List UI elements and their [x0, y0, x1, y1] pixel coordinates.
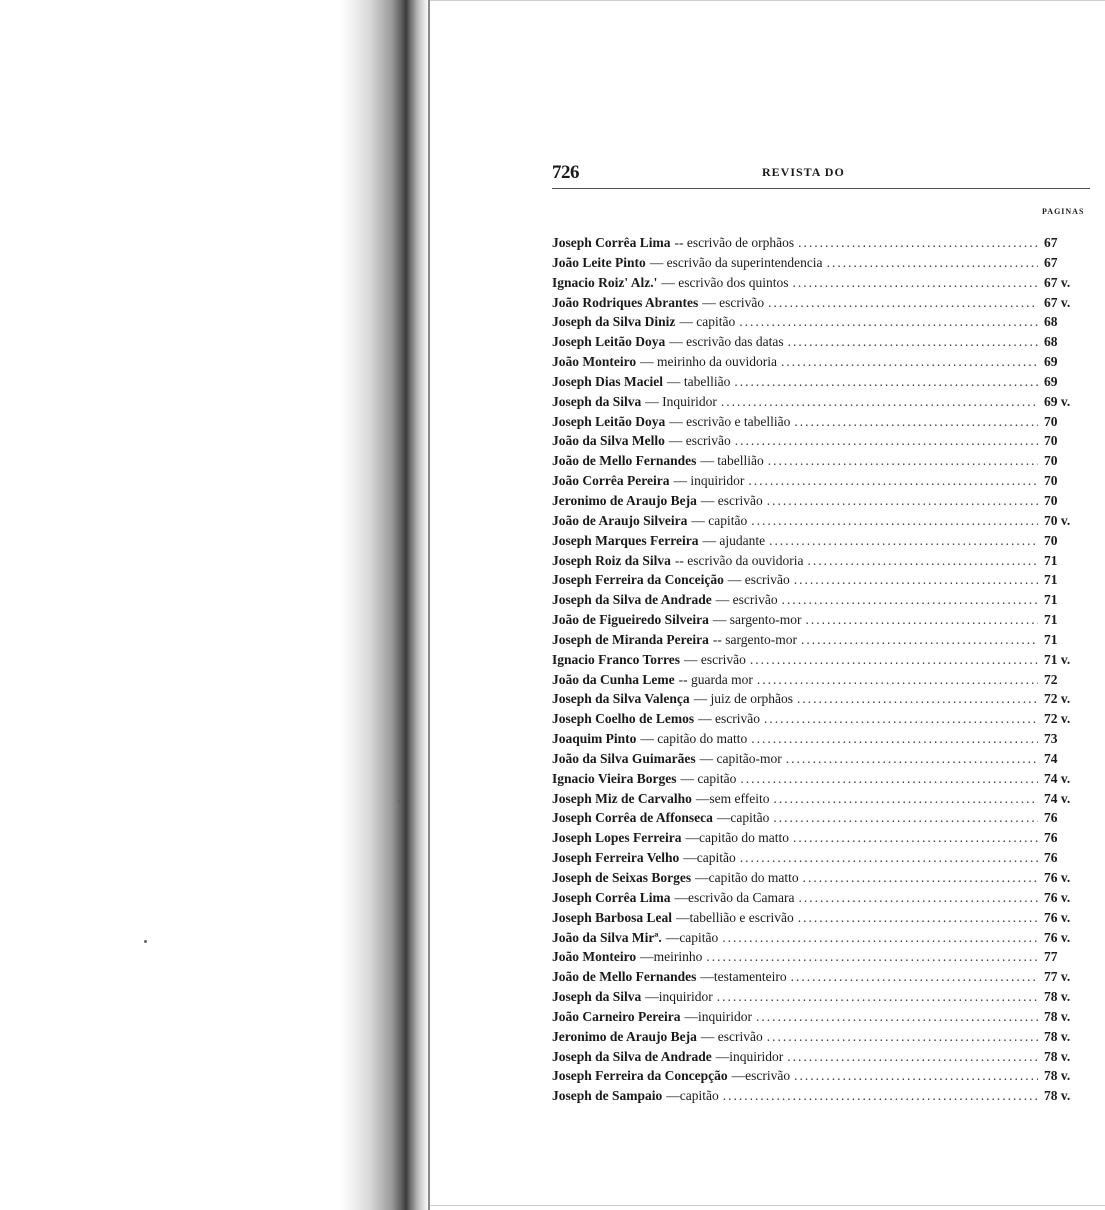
dot-leader — [801, 630, 1038, 650]
entry-name: Joseph da Silva Valença — [552, 691, 690, 707]
dot-leader — [734, 372, 1038, 392]
dot-leader — [748, 471, 1038, 491]
index-entry — [552, 947, 1092, 967]
entry-page-ref: 76 v. — [1044, 929, 1071, 945]
entry-name: João Monteiro — [552, 949, 637, 965]
entry-page-ref: 67 v. — [1044, 274, 1071, 290]
entry-name: Joseph de Seixas Borges — [552, 870, 692, 885]
index-entry — [552, 1066, 1092, 1086]
index-entry — [552, 709, 1092, 729]
dot-leader — [768, 293, 1038, 313]
entry-page-ref: 76 — [1044, 850, 1058, 866]
entry-page-ref: 68 — [1044, 314, 1058, 330]
entry-page-ref: 76 — [1044, 830, 1058, 846]
index-entry — [552, 908, 1092, 928]
entry-page-ref: 76 v. — [1044, 909, 1071, 925]
entry-role: —capitão do matto — [685, 830, 789, 846]
index-entry — [552, 1086, 1092, 1106]
index-entry — [552, 967, 1092, 987]
entry-page-ref: 67 — [1044, 235, 1058, 250]
entry-name: Jeronimo de Araujo Beja — [552, 1028, 697, 1044]
dot-leader — [798, 888, 1038, 908]
entry-page-ref: 78 v. — [1044, 1088, 1071, 1104]
entry-role: -- escrivão de orphãos — [674, 235, 795, 250]
entry-page-ref: 70 — [1044, 413, 1058, 429]
dot-leader — [805, 610, 1038, 630]
index-entry — [552, 630, 1092, 650]
entry-page-ref: 71 — [1044, 592, 1058, 608]
entry-name: Jeronimo de Araujo Beja — [552, 492, 697, 508]
dot-leader — [740, 769, 1038, 789]
index-entry — [552, 253, 1092, 273]
entry-page-ref: 71 — [1044, 612, 1058, 628]
entry-name: Joseph Ferreira Velho — [552, 850, 680, 866]
entry-page-ref: 73 — [1044, 731, 1058, 747]
index-entry — [552, 689, 1092, 709]
entry-name: João de Araujo Silveira — [552, 512, 688, 528]
page-header — [552, 160, 1090, 190]
entry-role: —escrivão — [731, 1068, 791, 1084]
bottom-page-edge — [430, 1205, 1105, 1206]
index-entry — [552, 491, 1092, 511]
index-entry — [552, 590, 1092, 610]
entry-role: — escrivão da superintendencia — [649, 254, 823, 270]
entry-page-ref: 67 v. — [1044, 294, 1071, 310]
dot-leader — [722, 928, 1038, 948]
index-entry — [552, 511, 1092, 531]
entry-page-ref: 72 — [1044, 671, 1058, 687]
dot-leader — [794, 412, 1038, 432]
dot-leader — [793, 828, 1038, 848]
page-edge — [428, 0, 430, 1210]
index-entry — [552, 352, 1092, 372]
entry-page-ref: 70 — [1044, 532, 1058, 548]
entry-name: João de Mello Fernandes — [552, 453, 697, 469]
entry-name: Joseph da Silva de Andrade — [552, 1048, 712, 1064]
entry-role: — escrivão e tabellião — [669, 413, 791, 429]
entry-role: —meirinho — [640, 949, 703, 965]
dot-leader — [788, 332, 1038, 352]
entry-role: —capitão — [665, 929, 719, 945]
entry-page-ref: 74 v. — [1044, 790, 1071, 806]
entry-name: Joseph Leitão Doya — [552, 413, 666, 429]
entry-role: — juiz de orphãos — [693, 691, 794, 707]
entry-name: Joaquim Pinto — [552, 731, 637, 747]
dot-leader — [751, 729, 1038, 749]
entry-name: Joseph Leitão Doya — [552, 334, 666, 350]
entry-page-ref: 71 — [1044, 552, 1058, 568]
entry-page-ref: 71 — [1044, 572, 1058, 588]
entry-page-ref: 70 — [1044, 473, 1058, 489]
entry-page-ref: 70 — [1044, 453, 1058, 469]
index-entry — [552, 868, 1092, 888]
entry-role: —inquiridor — [715, 1048, 784, 1064]
entry-name: Joseph Lopes Ferreira — [552, 830, 682, 846]
entry-name: João de Figueiredo Silveira — [552, 612, 709, 628]
entry-page-ref: 78 v. — [1044, 1068, 1071, 1084]
top-page-edge — [430, 0, 1105, 1]
entry-name: Joseph Barbosa Leal — [552, 909, 673, 925]
entry-page-ref: 72 v. — [1044, 711, 1071, 727]
entry-role: — escrivão — [702, 294, 765, 310]
entry-role: — tabellião — [700, 453, 764, 469]
entry-page-ref: 71 — [1044, 631, 1058, 647]
entry-name: Ignacio Roiz' Alz.' — [552, 274, 658, 290]
dot-leader — [794, 570, 1038, 590]
entry-page-ref: 69 v. — [1044, 393, 1071, 409]
entry-role: — escrivão — [715, 592, 778, 608]
dot-leader — [807, 551, 1038, 571]
dot-leader — [756, 1007, 1038, 1027]
dot-leader — [773, 789, 1038, 809]
entry-role: —tabellião e escrivão — [676, 909, 794, 925]
index-entry — [552, 312, 1092, 332]
dot-leader — [721, 392, 1038, 412]
entry-page-ref: 70 — [1044, 433, 1058, 449]
entry-name: João da Silva Mello — [552, 433, 665, 449]
dot-leader — [797, 689, 1038, 709]
dot-leader — [794, 1066, 1038, 1086]
entry-name: Joseph da Silva — [552, 989, 642, 1005]
entry-page-ref: 67 — [1044, 254, 1058, 270]
entry-page-ref: 78 v. — [1044, 1008, 1071, 1024]
entry-page-ref: 74 — [1044, 750, 1058, 766]
entry-page-ref: 69 — [1044, 373, 1058, 389]
index-entry — [552, 471, 1092, 491]
dot-leader — [740, 848, 1038, 868]
scan-speck — [398, 800, 400, 802]
entry-name: Joseph Marques Ferreira — [552, 532, 699, 548]
entry-role: —inquiridor — [684, 1008, 752, 1024]
index-entry — [552, 412, 1092, 432]
entry-role: —escrivão da Camara — [674, 889, 795, 905]
entry-name: Joseph Corrêa Lima — [552, 889, 671, 905]
index-entry — [552, 431, 1092, 451]
index-entry — [552, 293, 1092, 313]
entry-name: Joseph de Miranda Pereira — [552, 631, 709, 647]
entry-page-ref: 77 v. — [1044, 969, 1071, 985]
entry-role: —testamenteiro — [700, 969, 787, 985]
dot-leader — [782, 590, 1038, 610]
entry-page-ref: 72 v. — [1044, 691, 1071, 707]
dot-leader — [757, 670, 1038, 690]
entry-role: —sem effeito — [695, 790, 770, 806]
index-entry — [552, 570, 1092, 590]
entry-role: — meirinho da ouvidoria — [640, 354, 777, 370]
index-entry — [552, 789, 1092, 809]
dot-leader — [767, 1027, 1038, 1047]
entry-name: Joseph de Sampaio — [552, 1088, 663, 1104]
dot-leader — [787, 1047, 1038, 1067]
index-entry — [552, 451, 1092, 471]
entry-role: — capitão-mor — [699, 750, 782, 766]
entry-name: João de Mello Fernandes — [552, 969, 697, 985]
entry-page-ref: 78 v. — [1044, 989, 1071, 1005]
entry-name: Joseph Ferreira da Conceição — [552, 572, 724, 588]
entry-role: — escrivão — [668, 433, 731, 449]
index-entry — [552, 372, 1092, 392]
entry-page-ref: 74 v. — [1044, 770, 1071, 786]
dot-leader — [739, 312, 1038, 332]
page-number: 726 — [552, 162, 579, 183]
running-title: REVISTA DO — [762, 165, 845, 179]
index-entry — [552, 332, 1092, 352]
entry-page-ref: 76 v. — [1044, 889, 1071, 905]
entry-name: João Corrêa Pereira — [552, 473, 670, 489]
dot-leader — [769, 531, 1038, 551]
entry-name: João Carneiro Pereira — [552, 1008, 681, 1024]
entry-role: — escrivão — [684, 651, 746, 667]
dot-leader — [751, 511, 1038, 531]
entry-role: — escrivão dos quintos — [661, 274, 789, 290]
dot-leader — [706, 947, 1038, 967]
index-entry — [552, 769, 1092, 789]
index-entry — [552, 392, 1092, 412]
entry-name: Joseph da Silva Diniz — [552, 314, 676, 330]
entry-role: -- escrivão da ouvidoria — [674, 552, 804, 568]
entry-page-ref: 78 v. — [1044, 1048, 1071, 1064]
entry-role: — capitão — [680, 770, 737, 786]
dot-leader — [793, 273, 1039, 293]
entry-name: João Monteiro — [552, 354, 637, 370]
entry-page-ref: 71 v. — [1044, 651, 1071, 667]
dot-leader — [723, 1086, 1038, 1106]
index-entry — [552, 670, 1092, 690]
entry-page-ref: 76 — [1044, 810, 1058, 826]
entry-role: — tabellião — [667, 373, 731, 389]
entry-name: João da Cunha Leme — [552, 671, 675, 687]
entry-name: Joseph Coelho de Lemos — [552, 711, 695, 727]
index-entry-list — [552, 233, 1092, 1106]
dot-leader — [786, 749, 1038, 769]
entry-role: —capitão — [683, 850, 736, 866]
dot-leader — [735, 431, 1038, 451]
entry-role: — capitão — [691, 512, 748, 528]
dot-leader — [803, 868, 1038, 888]
entry-page-ref: 70 — [1044, 492, 1058, 508]
dot-leader — [827, 253, 1038, 273]
entry-name: Joseph Dias Maciel — [552, 373, 663, 389]
entry-name: João da Silva Guimarães — [552, 750, 696, 766]
index-entry — [552, 610, 1092, 630]
entry-name: Ignacio Vieira Borges — [552, 770, 677, 786]
entry-name: Joseph Corrêa de Affonseca — [552, 810, 713, 826]
pages-column-heading: PAGINAS — [1042, 207, 1085, 216]
dot-leader — [781, 352, 1038, 372]
entry-page-ref: 78 v. — [1044, 1028, 1071, 1044]
entry-name: João Rodriques Abrantes — [552, 294, 699, 310]
entry-name: João da Silva Mirª. — [552, 929, 662, 945]
entry-role: —capitão — [716, 810, 770, 826]
entry-role: — ajudante — [702, 532, 766, 548]
index-entry — [552, 1007, 1092, 1027]
entry-page-ref: 68 — [1044, 334, 1058, 350]
index-entry — [552, 987, 1092, 1007]
entry-page-ref: 70 v. — [1044, 512, 1071, 528]
dot-leader — [798, 233, 1038, 253]
entry-role: — inquiridor — [673, 473, 745, 489]
header-rule — [552, 188, 1090, 189]
index-entry — [552, 531, 1092, 551]
index-entry — [552, 848, 1092, 868]
book-spine-shadow — [340, 0, 430, 1210]
dot-leader — [768, 451, 1038, 471]
entry-role: — capitão do matto — [640, 731, 748, 747]
entry-role: — escrivão — [698, 711, 760, 727]
dot-leader — [798, 908, 1038, 928]
entry-name: Joseph Miz de Carvalho — [552, 790, 692, 806]
index-entry — [552, 1027, 1092, 1047]
entry-page-ref: 69 — [1044, 354, 1058, 370]
entry-name: Joseph Ferreira da Concepção — [552, 1068, 728, 1084]
entry-role: —capitão — [666, 1088, 719, 1104]
index-entry — [552, 1047, 1092, 1067]
index-entry — [552, 888, 1092, 908]
index-entry — [552, 749, 1092, 769]
dot-leader — [767, 491, 1038, 511]
index-entry — [552, 273, 1092, 293]
entry-page-ref: 76 v. — [1044, 870, 1071, 885]
entry-name: Ignacio Franco Torres — [552, 651, 680, 667]
index-entry — [552, 650, 1092, 670]
entry-role: — capitão — [679, 314, 736, 330]
scan-speck — [144, 940, 147, 943]
dot-leader — [717, 987, 1038, 1007]
index-entry — [552, 808, 1092, 828]
entry-name: Joseph da Silva de Andrade — [552, 592, 712, 608]
entry-page-ref: 77 — [1044, 949, 1058, 965]
entry-role: — escrivão — [700, 1028, 763, 1044]
entry-role: -- guarda mor — [678, 671, 753, 687]
index-entry — [552, 828, 1092, 848]
entry-role: — Inquiridor — [645, 393, 717, 409]
entry-role: — escrivão — [727, 572, 790, 588]
index-entry — [552, 551, 1092, 571]
entry-role: — sargento-mor — [712, 612, 802, 628]
entry-name: Joseph Corrêa Lima — [552, 235, 671, 250]
index-entry — [552, 729, 1092, 749]
entry-name: João Leite Pinto — [552, 254, 646, 270]
entry-role: —capitão do matto — [695, 870, 799, 885]
entry-name: Joseph Roiz da Silva — [552, 552, 671, 568]
entry-role: — escrivão das datas — [669, 334, 784, 350]
index-entry — [552, 233, 1092, 253]
entry-role: — escrivão — [700, 492, 763, 508]
dot-leader — [750, 650, 1038, 670]
entry-role: —inquiridor — [645, 989, 713, 1005]
entry-role: -- sargento-mor — [712, 631, 797, 647]
dot-leader — [773, 808, 1038, 828]
dot-leader — [791, 967, 1038, 987]
index-entry — [552, 928, 1092, 948]
dot-leader — [764, 709, 1038, 729]
entry-name: Joseph da Silva — [552, 393, 642, 409]
